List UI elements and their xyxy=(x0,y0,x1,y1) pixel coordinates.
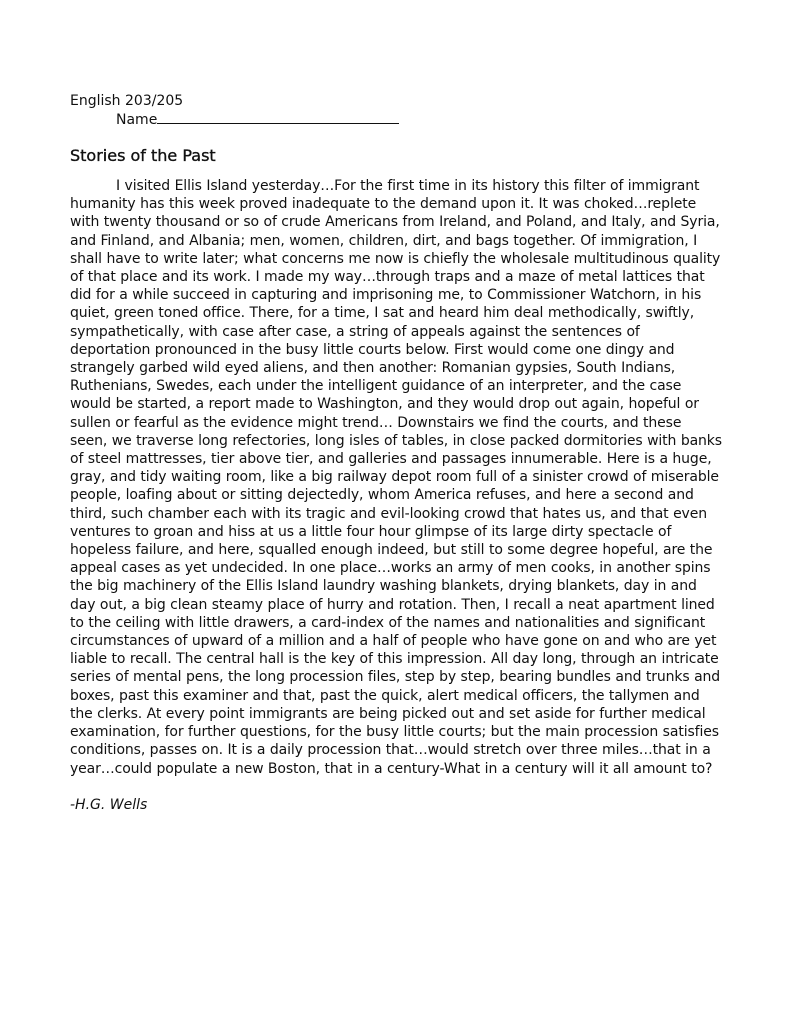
page-title: Stories of the Past xyxy=(70,146,216,165)
author-attribution: -H.G. Wells xyxy=(70,796,148,813)
passage-text: I visited Ellis Island yesterday…For the first time in its history this filter of immigrant humanity has this week proved inadequate to the demand upon it. It was choked…replete with twenty thousand or so of crude Americans from Ireland, and Poland, and Italy, and Syria, and Finland, and Albania; men, women, children, dirt, and bags together. Of immigration, I shall have to write later; what concerns me now is chiefly the wholesale multitudinous quality of that place and its work. I made my way…through traps and a maze of metal lattices that did for a while succeed in capturing and imprisoning me, to Commissioner Watchorn, in his quiet, green toned office. There, for a time, I sat and heard him deal methodically, swiftly, sympathetically, with case after case, a string of appeals against the sentences of deportation pronounced in the busy little courts below. First would come one dingy and strangely garbed wild eyed aliens, and then another: Romanian gypsies, South Indians, Ruthenians, Swedes, each under the intelligent guidance of an interpreter, and the case would be started, a report made to Washington, and they would drop out again, hopeful or sullen or fearful as the evidence might trend… Downstairs we find the courts, and these seen, we traverse long refectories, long isles of tables, in close packed dormitories with banks of steel mattresses, tier above tier, and galleries and passages innumerable. Here is a huge, gray, and tidy waiting room, like a big railway depot room full of a sinister crowd of miserable people, loafing about or sitting dejectedly, whom America refuses, and here a second and third, such chamber each with its tragic and evil-looking crowd that hates us, and that even ventures to groan and hiss at us a little four hour glimpse of its large dirty spectacle of hopeless failure, and here, squalled enough indeed, but still to some degree hopeful, are the appeal cases as yet undecided. In one place…works an army of men cooks, in another spins the big machinery of the Ellis Island laundry washing blankets, drying blankets, day in and day out, a big clean steamy place of hurry and rotation. Then, I recall a neat apartment lined to the ceiling with little drawers, a card-index of the names and nationalities and significant circumstances of upward of a million and a half of people who have gone on and who are yet liable to recall. The central hall is the key of this impression. All day long, through an intricate series of mental pens, the long procession files, step by step, bearing bundles and trunks and boxes, past this examiner and that, past the quick, alert medical officers, the tallymen and the clerks. At every point immigrants are being picked out and set aside for further medical examination, for further questions, for the busy little courts; but the main procession satisfies conditions, passes on. It is a daily procession that…would stretch over three miles…that in a year…could populate a new Boston, that in a century-What in a century will it all amount to? xyxy=(70,178,722,777)
name-line xyxy=(116,110,722,129)
name-label: Name xyxy=(116,112,158,128)
course-label: English 203/205 xyxy=(70,93,184,109)
worksheet-page xyxy=(70,92,722,814)
name-blank-field xyxy=(157,110,399,124)
